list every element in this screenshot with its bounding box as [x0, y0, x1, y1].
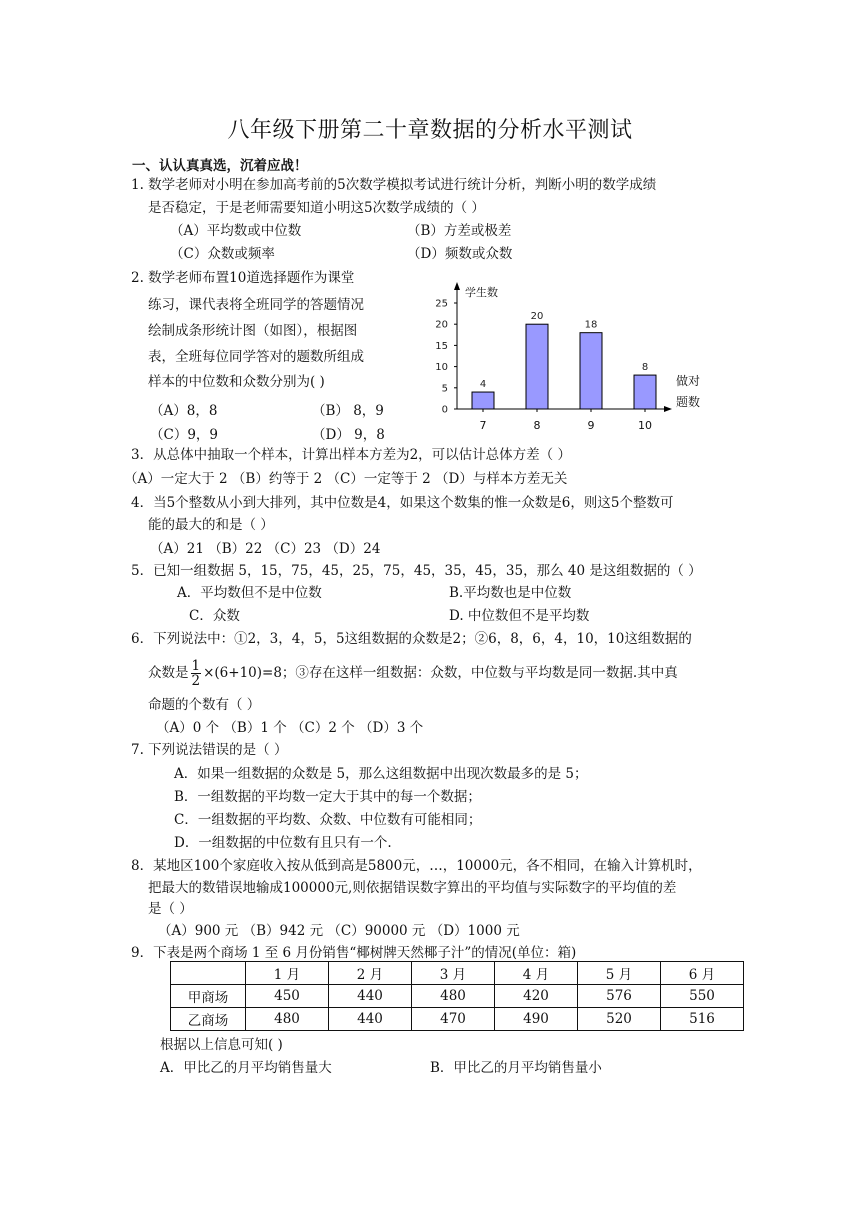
- bar: [580, 333, 602, 409]
- table-cell: 甲商场: [171, 985, 246, 1008]
- table-header-cell: 4 月: [495, 962, 578, 985]
- page-title: 八年级下册第二十章数据的分析水平测试: [227, 118, 633, 143]
- section-heading: 一、认认真真选，沉着应战！: [132, 158, 308, 174]
- q6-line2-suffix: ；③存在这样一组数据：众数，中位数与平均数是同一数据.其中真: [281, 665, 678, 681]
- table-cell: 440: [329, 985, 412, 1008]
- x-axis-arrow: [664, 406, 672, 412]
- q1-line1: 1. 数学老师对小明在参加高考前的5次数学模拟考试进行统计分析，判断小明的数学成绩: [131, 177, 657, 193]
- q1-option-c: （C）众数或频率: [170, 246, 275, 262]
- q2-line1: 2. 数学老师布置10道选择题作为课堂: [131, 270, 355, 286]
- q1-line2: 是否稳定，于是老师需要知道小明这5次数学成绩的（ ）: [148, 200, 485, 216]
- x-tick-label: 8: [533, 419, 541, 432]
- q7-option-d: D．一组数据的中位数有且只有一个.: [174, 835, 392, 851]
- x-axis-label-line1: 做对: [676, 374, 701, 388]
- q8-line3: 是（ ）: [148, 901, 193, 917]
- table-header-cell: 1 月: [246, 962, 329, 985]
- q7-line1: 7. 下列说法错误的是（ ）: [131, 742, 288, 758]
- q2-option-b: （B） 8，9: [312, 403, 384, 419]
- q9-prompt: 根据以上信息可知( ): [160, 1037, 283, 1053]
- q6-line2: [148, 655, 678, 691]
- q8-line2: 把最大的数错误地输成100000元,则依据错误数字算出的平均值与实际数字的平均值的差: [148, 880, 677, 896]
- y-tick-label: 20: [435, 319, 448, 331]
- table-cell: 490: [495, 1008, 578, 1031]
- q9-option-b: B．甲比乙的月平均销售量小: [430, 1060, 602, 1076]
- table-cell: 470: [412, 1008, 495, 1031]
- table-header-cell: 2 月: [329, 962, 412, 985]
- q6-line3: 命题的个数有（ ）: [148, 697, 261, 713]
- table-cell: 乙商场: [171, 1008, 246, 1031]
- q2-option-c: （C）9，9: [150, 427, 219, 443]
- q5-option-c: C．众数: [189, 608, 240, 624]
- bar-data-label: 18: [584, 319, 598, 331]
- q7-option-a: A．如果一组数据的众数是 5，那么这组数据中出现次数最多的是 5；: [174, 766, 588, 782]
- q9-option-a: A．甲比乙的月平均销售量大: [160, 1060, 332, 1076]
- table-header-cell: [171, 962, 246, 985]
- table-cell: 480: [412, 985, 495, 1008]
- y-tick-label: 15: [435, 340, 448, 352]
- q6-math-expression: ×(6+10)=8: [203, 665, 282, 681]
- q8-line1: 8．某地区100个家庭收入按从低到高是5800元，…，10000元，各不相同，在输入计算机时，: [131, 858, 702, 874]
- q1-option-a: （A）平均数或中位数: [170, 223, 302, 239]
- q9-line1: 9．下表是两个商场 1 至 6 月份销售“椰树牌天然椰子汁”的情况(单位：箱): [131, 945, 577, 961]
- sales-table: [170, 961, 744, 1031]
- y-tick-label: 5: [441, 383, 448, 395]
- x-tick-label: 9: [587, 419, 595, 432]
- q2-line5: 样本的中位数和众数分别为( ): [148, 374, 325, 390]
- y-tick-label: 10: [435, 362, 448, 374]
- q6-fraction: [191, 659, 202, 688]
- q3-options: （A）一定大于 2 （B）约等于 2 （C）一定等于 2 （D）与样本方差无关: [124, 471, 568, 487]
- table-cell: 520: [578, 1008, 661, 1031]
- q2-option-d: （D） 9，8: [312, 427, 385, 443]
- q7-option-b: B．一组数据的平均数一定大于其中的每一个数据；: [174, 789, 481, 805]
- x-axis-label-line2: 题数: [676, 395, 701, 409]
- q3-line1: 3．从总体中抽取一个样本，计算出样本方差为2，可以估计总体方差（ ）: [131, 447, 571, 463]
- bar: [472, 392, 494, 409]
- table-cell: 576: [578, 985, 661, 1008]
- q4-line2: 能的最大的和是（ ）: [148, 517, 274, 533]
- bar-chart: [420, 272, 720, 432]
- y-axis-label: 学生数: [465, 286, 498, 299]
- q6-fraction-numerator: 1: [191, 658, 201, 674]
- x-tick-label: 7: [479, 419, 487, 432]
- q1-option-d: （D）频数或众数: [407, 246, 513, 262]
- q6-options: （A）0 个 （B）1 个 （C）2 个 （D）3 个: [156, 720, 424, 736]
- q4-line1: 4．当5个整数从小到大排列，其中位数是4，如果这个数集的惟一众数是6，则这5个整数可: [131, 495, 674, 511]
- q2-option-a: （A）8，8: [150, 403, 218, 419]
- q5-option-a: A．平均数但不是中位数: [177, 585, 322, 601]
- bar-data-label: 4: [479, 379, 487, 391]
- bar-data-label: 8: [641, 362, 649, 374]
- table-cell: 440: [329, 1008, 412, 1031]
- table-header-cell: 5 月: [578, 962, 661, 985]
- y-tick-label: 25: [435, 298, 448, 310]
- table-row: [171, 985, 744, 1008]
- y-axis-arrow: [454, 282, 460, 290]
- table-cell: 516: [661, 1008, 744, 1031]
- q6-line1: 6．下列说法中：①2，3，4，5，5这组数据的众数是2；②6，8，6，4，10，10这组数据的: [131, 631, 692, 647]
- q4-options: （A）21 （B）22 （C）23 （D）24: [150, 541, 381, 557]
- table-header-row: [171, 962, 744, 985]
- q6-fraction-denominator: 2: [191, 673, 201, 689]
- y-tick-label: 0: [441, 404, 448, 416]
- q1-option-b: （B）方差或极差: [407, 223, 512, 239]
- q2-line2: 练习，课代表将全班同学的答题情况: [148, 297, 364, 313]
- q6-line2-prefix: 众数是: [148, 665, 189, 681]
- q2-line4: 表，全班每位同学答对的题数所组成: [148, 349, 364, 365]
- table-cell: 480: [246, 1008, 329, 1031]
- table-cell: 420: [495, 985, 578, 1008]
- table-header-cell: 6 月: [661, 962, 744, 985]
- q7-option-c: C．一组数据的平均数、众数、中位数有可能相同；: [174, 812, 482, 828]
- table-header-cell: 3 月: [412, 962, 495, 985]
- q5-line1: 5．已知一组数据 5，15，75，45，25，75，45，35，45，35，那么 40 是这组数据的（ ）: [131, 563, 702, 579]
- bar-data-label: 20: [530, 311, 544, 323]
- bar: [526, 324, 548, 409]
- q8-options: （A）900 元 （B）942 元 （C）90000 元 （D）1000 元: [158, 923, 520, 939]
- bar: [634, 375, 656, 409]
- table-cell: 450: [246, 985, 329, 1008]
- x-tick-label: 10: [638, 419, 652, 432]
- table-cell: 550: [661, 985, 744, 1008]
- q5-option-d: D. 中位数但不是平均数: [449, 608, 590, 624]
- table-row: [171, 1008, 744, 1031]
- q5-option-b: B.平均数也是中位数: [449, 585, 572, 601]
- q2-line3: 绘制成条形统计图（如图），根据图: [148, 323, 358, 339]
